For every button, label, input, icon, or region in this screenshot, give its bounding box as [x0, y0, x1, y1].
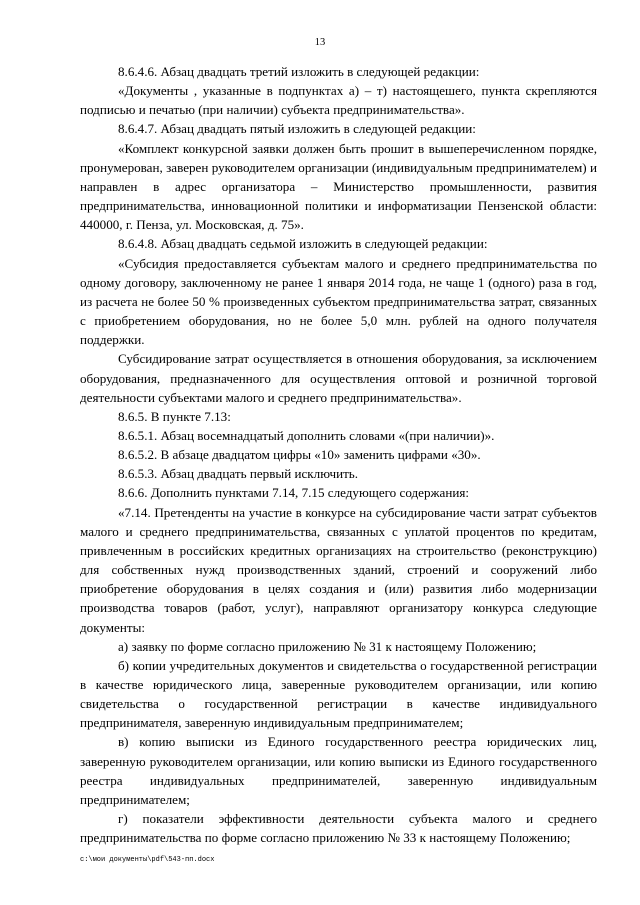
footer-file-path: c:\мои документы\pdf\543-пп.docx: [80, 856, 215, 864]
paragraph-8-6-5-3: 8.6.5.3. Абзац двадцать первый исключить.: [118, 466, 359, 482]
paragraph-8-6-4-6: 8.6.4.6. Абзац двадцать третий изложить в следующей редакции:: [118, 64, 480, 79]
paragraph-subsidy-quote: «Субсидия предоставляется субъектам малого и среднего предпринимательства по одному договору, заключенному не ранее 1 января 2014 года, не чаще 1 (одного) раза в год, из расчета не более 50 % произведенных субъектом предпринимательства затрат, связанных с приобретением оборудования, но не более 5,0 млн. рублей на одного получателя поддержки.: [80, 255, 597, 348]
paragraph-8-6-4-7: 8.6.4.7. Абзац двадцать пятый изложить в следующей редакции:: [118, 121, 476, 137]
paragraph-8-6-6: 8.6.6. Дополнить пунктами 7.14, 7.15 следующего содержания:: [118, 485, 470, 501]
paragraph-application-package-quote: «Комплект конкурсной заявки должен быть прошит в вышеперечисленном порядке, пронумерован, заверен руководителем организации (индивидуальным предпринимателем) и направлен в адрес организатора – Министерство промышленности, развития предпринимательства, инновационной политики и информатизации Пензенской области: 440000, г. Пенза, ул. Московская, д. 75».: [80, 140, 597, 233]
list-item-g: г) показатели эффективности деятельности субъекта малого и среднего предпринимательства по форме согласно приложению № 33 к настоящему Положению;: [80, 811, 597, 846]
paragraph-subsidy-equipment: Субсидирование затрат осуществляется в отношения оборудования, за исключением оборудования, предназначенного для осуществления оптовой и розничной торговой деятельности субъектами малого и среднего предпринимательства».: [80, 351, 597, 405]
list-item-b: б) копии учредительных документов и свидетельства о государственной регистрации в качестве юридического лица, заверенные руководителем организации, или копию свидетельства о государственной регистрации в качестве индивидуального предпринимателя, заверенную индивидуальным предпринимателем;: [80, 657, 597, 731]
document-body: [80, 62, 597, 847]
paragraph-7-14: «7.14. Претенденты на участие в конкурсе на субсидирование части затрат субъектов малого и среднего предпринимательства, связанных с уплатой процентов по кредитам, привлеченным в российских кредитных организациях на строительство (реконструкцию) для собственных нужд производственных зданий, строений и сооружений либо приобретение оборудования в целях создания и (или) развития либо модернизации производства товаров (работ, услуг), направляют организатору конкурса следующие документы:: [80, 504, 597, 635]
paragraph-8-6-4-8: 8.6.4.8. Абзац двадцать седьмой изложить в следующей редакции:: [118, 236, 488, 252]
paragraph-documents-quote: «Документы , указанные в подпунктах а) – т) настоящешего, пункта скрепляются подписью и печатью (при наличии) субъекта предпринимательства».: [80, 83, 597, 118]
paragraph-8-6-5: 8.6.5. В пункте 7.13:: [118, 408, 231, 424]
page-number: 13: [314, 37, 326, 48]
list-item-v: в) копию выписки из Единого государственного реестра юридических лиц, заверенную руководителем организации, или копию выписки из Единого государственного реестра индивидуальных предпринимателей, заверенную индивидуальным предпринимателем;: [80, 734, 597, 807]
list-item-a: а) заявку по форме согласно приложению № 31 к настоящему Положению;: [118, 638, 537, 654]
paragraph-8-6-5-2: 8.6.5.2. В абзаце двадцатом цифры «10» заменить цифрами «30».: [118, 447, 481, 463]
paragraph-8-6-5-1: 8.6.5.1. Абзац восемнадцатый дополнить словами «(при наличии)».: [118, 427, 495, 443]
